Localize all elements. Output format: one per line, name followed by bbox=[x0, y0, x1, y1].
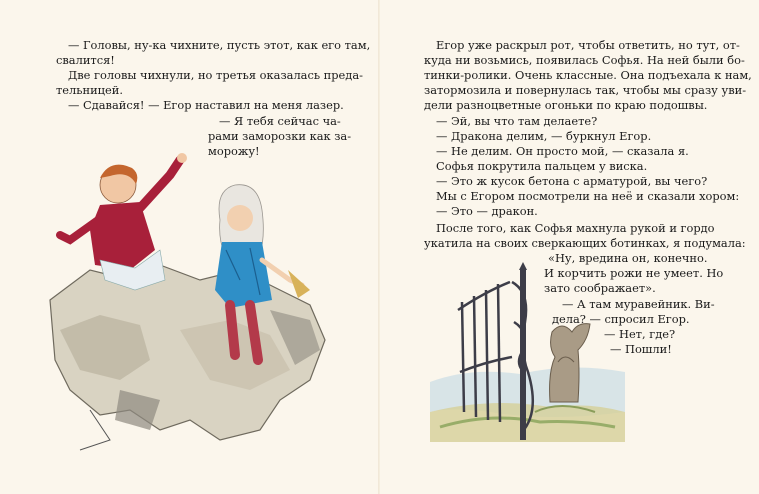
text-line: — Дракона делим, — буркнул Егор. bbox=[436, 129, 652, 143]
text-line: После того, как Софья махнула рукой и гордо bbox=[436, 221, 715, 235]
text-line: дели разноцветные огоньки по краю подошвы. bbox=[424, 98, 708, 112]
text-line: свалится! bbox=[56, 53, 115, 67]
text-line: затормозила и повернулась так, чтобы мы сразу уви- bbox=[424, 83, 747, 97]
text-line: укатила на своих сверкающих ботинках, я подумала: bbox=[424, 236, 746, 250]
text-line: Софья покрутила пальцем у виска. bbox=[436, 159, 648, 173]
text-line: рами заморозки как за- bbox=[208, 129, 352, 143]
text-line: Егор уже раскрыл рот, чтобы ответить, но тут, от- bbox=[436, 38, 740, 52]
text-line: — Сдавайся! — Егор наставил на меня лазер. bbox=[68, 98, 344, 112]
text-line: — Нет, где? bbox=[604, 327, 676, 341]
text-line: — А там муравейник. Ви- bbox=[562, 297, 715, 311]
text-line: зато соображает». bbox=[544, 281, 656, 295]
text-line: — Это ж кусок бетона с арматурой, вы чего? bbox=[436, 174, 708, 188]
text-line: тинки-ролики. Очень классные. Она подъехала к нам, bbox=[424, 68, 752, 82]
text-line: — Это — дракон. bbox=[436, 204, 538, 218]
text-line: куда ни возьмись, появилась Софья. На ней были бо- bbox=[424, 53, 745, 67]
gate-landscape-illustration bbox=[430, 262, 625, 442]
children-on-rocks-illustration bbox=[40, 130, 340, 460]
text-line: — Пошли! bbox=[610, 342, 672, 356]
text-line: «Ну, вредина он, конечно. bbox=[548, 251, 708, 265]
text-line: дела? — спросил Егор. bbox=[552, 312, 690, 326]
text-line: — Головы, ну-ка чихните, пусть этот, как его там, bbox=[68, 38, 371, 52]
text-line: — Не делим. Он просто мой, — сказала я. bbox=[436, 144, 689, 158]
text-line: морожу! bbox=[208, 144, 260, 158]
text-line: — Эй, вы что там делаете? bbox=[436, 114, 598, 128]
text-line: Две головы чихнули, но третья оказалась преда- bbox=[68, 68, 363, 82]
text-line: Мы с Егором посмотрели на неё и сказали хором: bbox=[436, 189, 740, 203]
text-line: — Я тебя сейчас ча- bbox=[219, 114, 341, 128]
text-line: тельницей. bbox=[56, 83, 123, 97]
text-line: И корчить рожи не умеет. Но bbox=[544, 266, 724, 280]
right-page bbox=[380, 0, 759, 494]
left-page bbox=[0, 0, 379, 494]
